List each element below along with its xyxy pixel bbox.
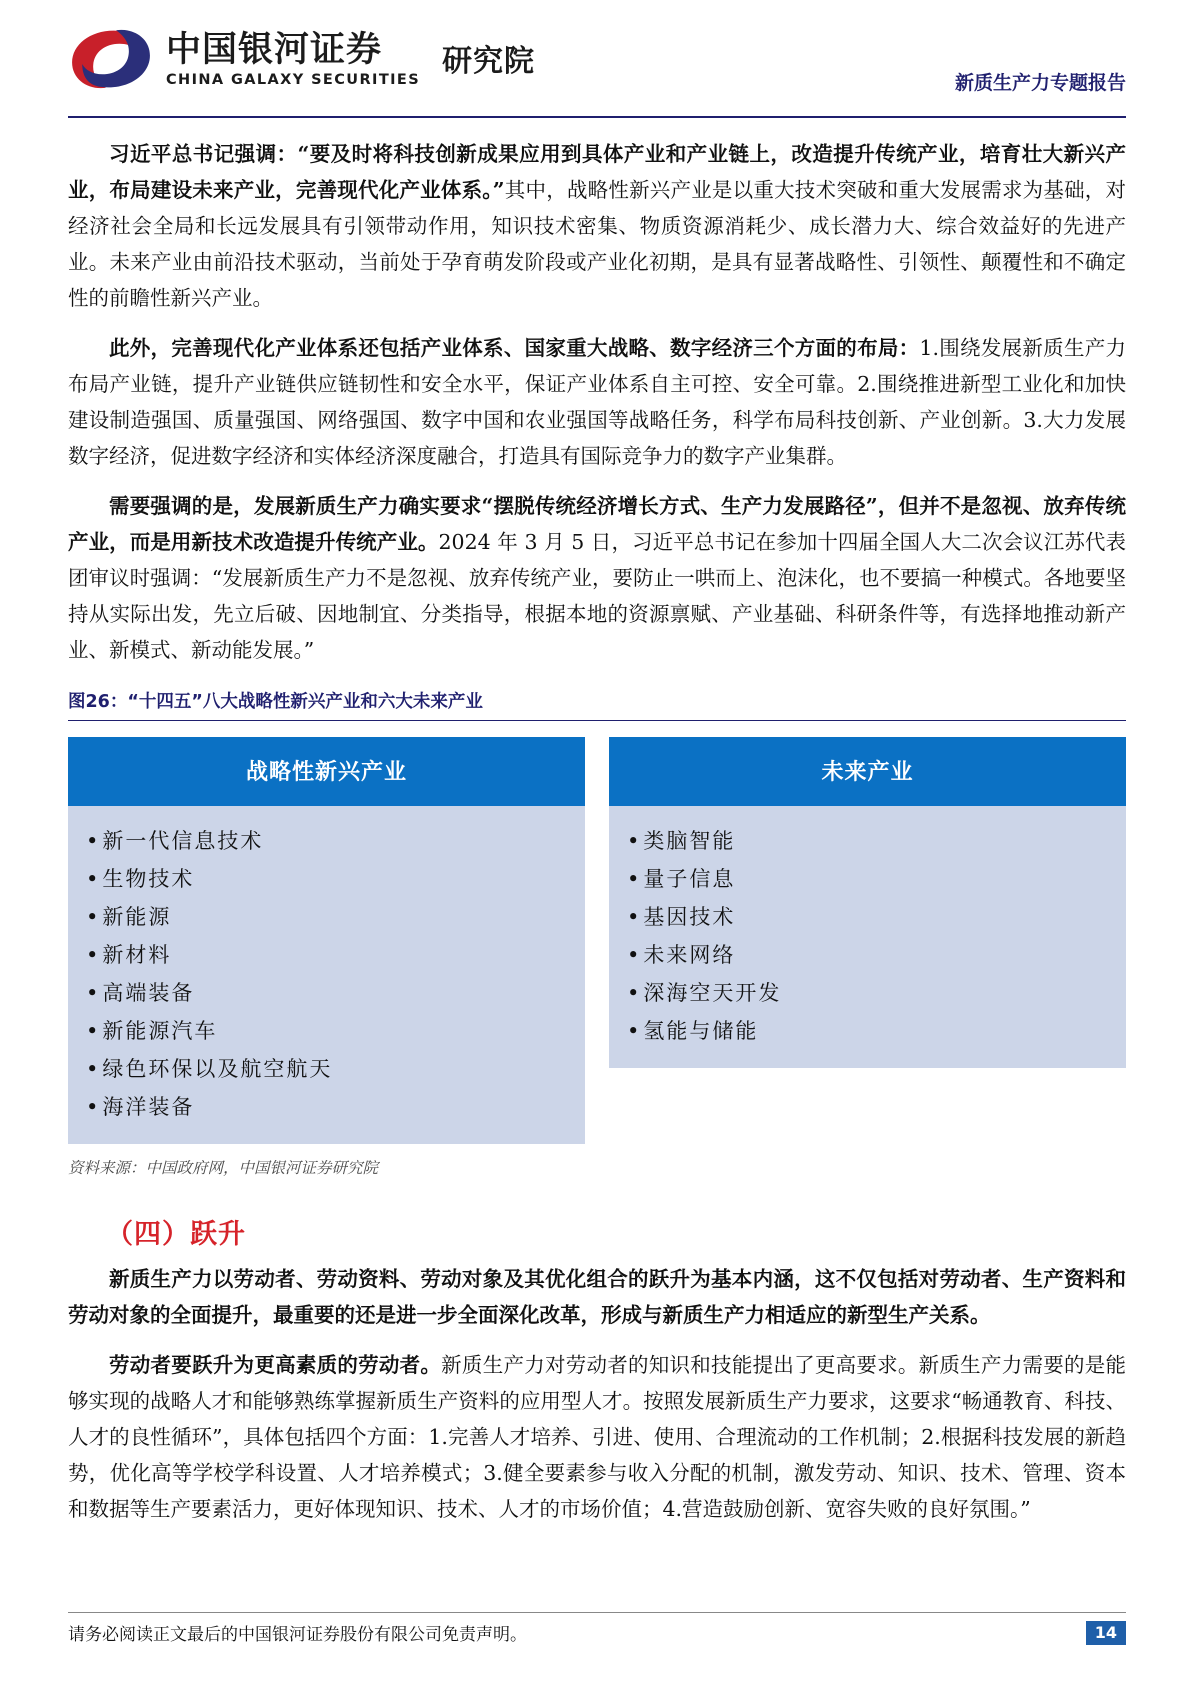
list-item: [86, 974, 585, 1012]
page-header: [0, 0, 1190, 112]
list-item-label: 量子信息: [643, 867, 736, 891]
list-item: [627, 860, 1126, 898]
bullet-icon: •: [86, 1057, 101, 1081]
list-item-label: 新能源汽车: [102, 1019, 218, 1043]
list-item-label: 绿色环保以及航空航天: [102, 1057, 333, 1081]
bullet-icon: •: [86, 867, 101, 891]
list-item-label: 类脑智能: [643, 829, 736, 853]
paragraph-2-bold: 此外，完善现代化产业体系还包括产业体系、国家重大战略、数字经济三个方面的布局：: [109, 336, 920, 360]
paragraph-3: [68, 488, 1126, 668]
list-item-label: 新能源: [102, 905, 172, 929]
paragraph-3-rest: 2024 年 3 月 5 日，习近平总书记在参加十四届全国人大二次会议江苏代表团审议时强调：“发展新质生产力不是忽视、放弃传统产业，要防止一哄而上、泡沫化，也不要搞一种模式。各地要坚持从实际出发，先立后破、因地制宜、分类指导，根据本地的资源禀赋、产业基础、科研条件等，有选择地推动新产业、新模式、新动能发展。”: [68, 530, 1126, 662]
list-item: [86, 860, 585, 898]
bullet-icon: •: [627, 867, 642, 891]
section-heading: （四）跃升: [106, 1219, 246, 1250]
figure-columns: [68, 737, 1126, 1144]
figure-column-strategic-list: [68, 806, 585, 1144]
paragraph-4-bold: 新质生产力以劳动者、劳动资料、劳动对象及其优化组合的跃升为基本内涵，这不仅包括对劳动者、生产资料和劳动对象的全面提升，最重要的还是进一步全面深化改革，形成与新质生产力相适应的新型生产关系。: [68, 1267, 1126, 1327]
list-item-label: 氢能与储能: [643, 1019, 759, 1043]
list-item-label: 新材料: [102, 943, 172, 967]
brand-name-en: CHINA GALAXY SECURITIES: [166, 71, 421, 88]
list-item: [86, 822, 585, 860]
bullet-icon: •: [627, 981, 642, 1005]
paragraph-5-rest: 新质生产力对劳动者的知识和技能提出了更高要求。新质生产力需要的是能够实现的战略人才和能够熟练掌握新质生产资料的应用型人才。按照发展新质生产力要求，这要求“畅通教育、科技、人才的良性循环”，具体包括四个方面：1.完善人才培养、引进、使用、合理流动的工作机制；2.根据科技发展的新趋势，优化高等学校学科设置、人才培养模式；3.健全要素参与收入分配的机制，激发劳动、知识、技术、管理、资本和数据等生产要素活力，更好体现知识、技术、人才的市场价值；4.营造鼓励创新、宽容失败的良好氛围。”: [68, 1353, 1127, 1521]
bullet-icon: •: [86, 981, 101, 1005]
paragraph-2-rest: 1.围绕发展新质生产力布局产业链，提升产业链供应链韧性和安全水平，保证产业体系自主可控、安全可靠。2.围绕推进新型工业化和加快建设制造强国、质量强国、网络强国、数字中国和农业强国等战略任务，科学布局科技创新、产业创新。3.大力发展数字经济，促进数字经济和实体经济深度融合，打造具有国际竞争力的数字产业集群。: [68, 336, 1127, 468]
bullet-icon: •: [627, 1019, 642, 1043]
brand-name-cn: 中国银河证券: [166, 30, 383, 71]
list-item: [627, 974, 1126, 1012]
figure-column-strategic: [68, 737, 585, 1144]
report-title: 新质生产力专题报告: [954, 72, 1126, 94]
brand-institute: 研究院: [442, 44, 536, 79]
bullet-icon: •: [86, 1095, 101, 1119]
paragraph-5: [68, 1347, 1126, 1527]
header-divider: [68, 116, 1126, 118]
figure-column-future: [609, 737, 1126, 1144]
brand-lockup: [68, 26, 535, 92]
bullet-icon: •: [86, 943, 101, 967]
bullet-icon: •: [627, 829, 642, 853]
list-item-label: 深海空天开发: [643, 981, 782, 1005]
list-item-label: 海洋装备: [102, 1095, 195, 1119]
paragraph-2: [68, 330, 1126, 474]
list-item: [86, 936, 585, 974]
galaxy-swirl-logo-icon: [68, 26, 154, 92]
paragraph-1-bold: 习近平总书记强调：“要及时将科技创新成果应用到具体产业和产业链上，改造提升传统产业，培育壮大新兴产业，布局建设未来产业，完善现代化产业体系。”: [68, 142, 1126, 202]
paragraph-3-bold: 需要强调的是，发展新质生产力确实要求“摆脱传统经济增长方式、生产力发展路径”，但并不是忽视、放弃传统产业，而是用新技术改造提升传统产业。: [68, 494, 1126, 554]
list-item: [627, 936, 1126, 974]
figure-26: [68, 720, 1126, 1144]
list-item: [86, 898, 585, 936]
list-item: [86, 1012, 585, 1050]
bullet-icon: •: [86, 1019, 101, 1043]
page-number: 14: [1086, 1621, 1126, 1645]
paragraph-5-bold: 劳动者要跃升为更高素质的劳动者。: [109, 1353, 442, 1377]
paragraph-4: [68, 1261, 1126, 1333]
figure-caption: 图26：“十四五”八大战略性新兴产业和六大未来产业: [68, 692, 483, 712]
footer-disclaimer: 请务必阅读正文最后的中国银河证券股份有限公司免责声明。: [68, 1625, 527, 1645]
bullet-icon: •: [86, 905, 101, 929]
footer-divider: [68, 1612, 1126, 1613]
list-item: [86, 1088, 585, 1126]
list-item-label: 高端装备: [102, 981, 195, 1005]
figure-column-strategic-title: 战略性新兴产业: [68, 737, 585, 806]
brand-text: [166, 32, 420, 88]
page-content: [0, 136, 1190, 1527]
paragraph-1: [68, 136, 1126, 316]
list-item: [86, 1050, 585, 1088]
bullet-icon: •: [86, 829, 101, 853]
footer-row: [68, 1620, 1126, 1645]
list-item-label: 基因技术: [643, 905, 736, 929]
list-item: [627, 822, 1126, 860]
figure-column-future-list: [609, 806, 1126, 1068]
list-item: [627, 1012, 1126, 1050]
paragraph-1-rest: 其中，战略性新兴产业是以重大技术突破和重大发展需求为基础，对经济社会全局和长远发展具有引领带动作用，知识技术密集、物质资源消耗少、成长潜力大、综合效益好的先进产业。未来产业由前沿技术驱动，当前处于孕育萌发阶段或产业化初期，是具有显著战略性、引领性、颠覆性和不确定性的前瞻性新兴产业。: [68, 178, 1127, 310]
page-footer: [68, 1612, 1126, 1645]
list-item-label: 新一代信息技术: [102, 829, 264, 853]
figure-column-future-title: 未来产业: [609, 737, 1126, 806]
bullet-icon: •: [627, 905, 642, 929]
figure-source: 资料来源：中国政府网，中国银河证券研究院: [68, 1159, 379, 1177]
list-item-label: 未来网络: [643, 943, 736, 967]
bullet-icon: •: [627, 943, 642, 967]
list-item: [627, 898, 1126, 936]
list-item-label: 生物技术: [102, 867, 195, 891]
